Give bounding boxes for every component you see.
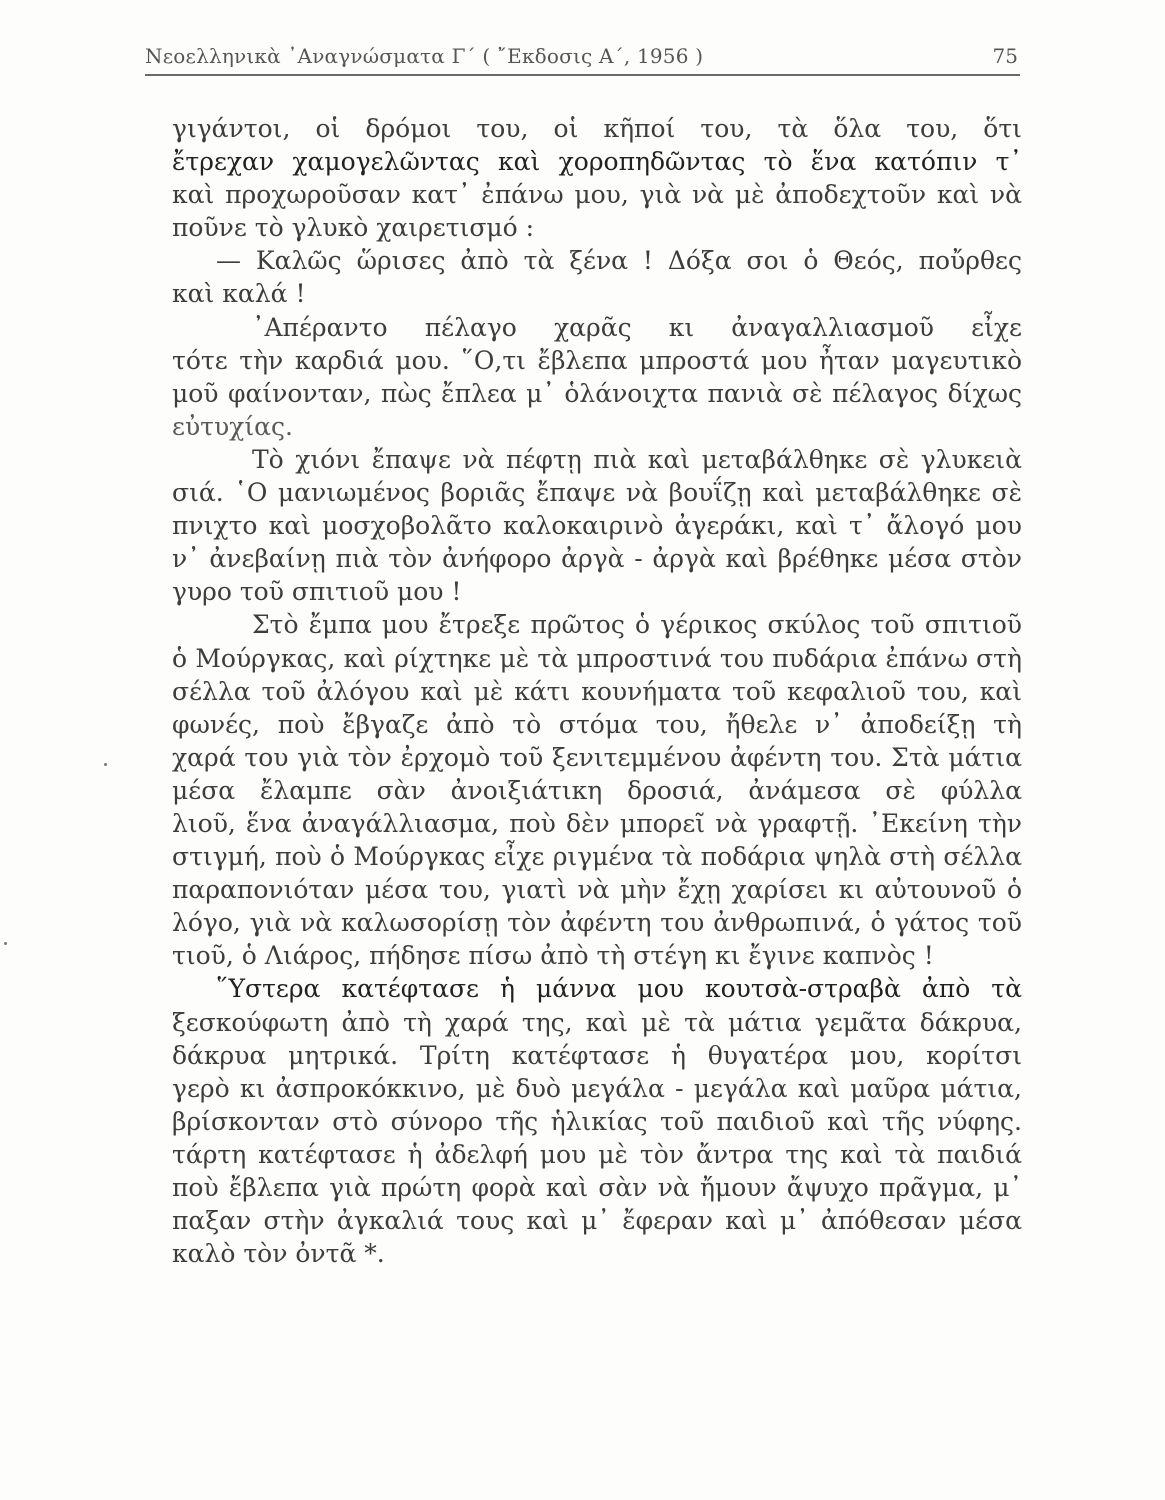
text-line: φωνές, ποὺ ἔβγαζε ἀπὸ τὸ στόμα του, ἤθελε ν᾿ ἀποδείξῃ τὴ: [172, 709, 1022, 739]
text-line: χαρά του γιὰ τὸν ἐρχομὸ τοῦ ξενιτεμμένου ἀφέντη του. Στὰ μάτια: [172, 742, 1022, 772]
text-line: ξεσκούφωτη ἀπὸ τὴ χαρά της, καὶ μὲ τὰ μάτια γεμᾶτα δάκρυα,: [172, 1007, 1022, 1037]
text-line: εὐτυχίας.: [172, 411, 293, 441]
text-line: γυρο τοῦ σπιτιοῦ μου !: [172, 577, 462, 607]
text-line: λόγο, γιὰ νὰ καλωσορίσῃ τὸν ἀφέντη του ἀνθρωπινά, ὁ γάτος τοῦ: [172, 908, 1022, 938]
running-head: Νεοελληνικὰ ᾿Αναγνώσματα Γ΄ ( ῎Εκδοσις Α΄, 1956 ): [145, 44, 704, 68]
text-line: μοῦ φαίνονταν, πὼς ἔπλεα μ᾿ ὁλάνοιχτα πανιὰ σὲ πέλαγος δίχως: [172, 378, 1022, 408]
text-line: ποῦνε τὸ γλυκὸ χαιρετισμό :: [172, 213, 535, 243]
text-line: ἔτρεχαν χαμογελῶντας καὶ χοροπηδῶντας τὸ ἕνα κατόπιν τ᾿: [172, 147, 1022, 177]
text-line: σιά. ῾Ο μανιωμένος βοριᾶς ἔπαψε νὰ βουΐζῃ καὶ μεταβάλθηκε σὲ: [172, 478, 1022, 508]
paragraph-start: Στὸ ἔμπα μου ἔτρεξε πρῶτος ὁ γέρικος σκύλος τοῦ σπιτιοῦ: [252, 610, 1022, 640]
text-line: λιοῦ, ἕνα ἀναγάλλιασμα, ποὺ δὲν μπορεῖ νὰ γραφτῇ. ᾿Εκείνη τὴν: [172, 808, 1022, 838]
page-header: [145, 40, 1020, 76]
scan-speck: [4, 942, 7, 945]
text-line: ὁ Μούργκας, καὶ ρίχτηκε μὲ τὰ μπροστινά του πυδάρια ἐπάνω στὴ: [172, 643, 1022, 673]
scan-speck: [104, 763, 107, 766]
text-line: παραπονιόταν μέσα του, γιατὶ νὰ μὴν ἔχῃ χαρίσει κι αὐτουνοῦ ὁ: [172, 875, 1022, 905]
page-number: 75: [992, 44, 1018, 68]
text-line: στιγμή, ποὺ ὁ Μούργκας εἶχε ριγμένα τὰ ποδάρια ψηλὰ στὴ σέλλα: [172, 842, 1022, 872]
text-line: ποὺ ἔβλεπα γιὰ πρώτη φορὰ καὶ σὰν νὰ ἤμουν ἄψυχο πρᾶγμα, μ᾿: [172, 1173, 1022, 1202]
paragraph-start: ᾿Απέραντο πέλαγο χαρᾶς κι ἀναγαλλιασμοῦ εἶχε: [252, 312, 1022, 342]
text-line: τότε τὴν καρδιά μου. ῞Ο,τι ἔβλεπα μπροστά μου ἦταν μαγευτικὸ: [172, 345, 1022, 375]
text-line: τάρτη κατέφτασε ἡ ἀδελφή μου μὲ τὸν ἄντρα της καὶ τὰ παιδιά: [172, 1139, 1022, 1169]
text-line: παξαν στὴν ἀγκαλιά τους καὶ μ᾿ ἔφεραν καὶ μ᾿ ἀπόθεσαν μέσα: [172, 1206, 1022, 1236]
paragraph-start: Τὸ χιόνι ἔπαψε νὰ πέφτῃ πιὰ καὶ μεταβάλθηκε σὲ γλυκειὰ: [252, 444, 1022, 474]
text-line: ν᾿ ἀνεβαίνῃ πιὰ τὸν ἀνήφορο ἀργὰ - ἀργὰ καὶ βρέθηκε μέσα στὸν: [172, 544, 1022, 574]
text-line: γερὸ κι ἀσπροκόκκινο, μὲ δυὸ μεγάλα - μεγάλα καὶ μαῦρα μάτια,: [172, 1073, 1022, 1103]
text-line: καλὸ τὸν ὀντᾶ *.: [172, 1239, 385, 1269]
text-line: τιοῦ, ὁ Λιάρος, πήδησε πίσω ἀπὸ τὴ στέγη κι ἔγινε καπνὸς !: [172, 941, 934, 971]
body-text: [172, 112, 1022, 1270]
text-line: δάκρυα μητρικά. Τρίτη κατέφτασε ἡ θυγατέρα μου, κορίτσι: [172, 1040, 1022, 1070]
dialogue-line: — Καλῶς ὥρισες ἀπὸ τὰ ξένα ! Δόξα σοι ὁ Θεός, ποὔρθες: [216, 246, 1022, 276]
text-line: πνιχτο καὶ μοσχοβολᾶτο καλοκαιρινὸ ἀγεράκι, καὶ τ᾿ ἄλογό μου: [172, 511, 1022, 541]
text-line: γιγάντοι, οἱ δρόμοι του, οἱ κῆποί του, τὰ ὅλα του, ὅτι: [172, 114, 1022, 143]
paragraph-start: ῞Υστερα κατέφτασε ἡ μάννα μου κουτσὰ-στραβὰ ἀπὸ τὰ: [216, 974, 1022, 1004]
text-line: σέλλα τοῦ ἀλόγου καὶ μὲ κάτι κουνήματα τοῦ κεφαλιοῦ του, καὶ: [172, 676, 1022, 706]
text-line: μέσα ἔλαμπε σὰν ἀνοιξιάτικη δροσιά, ἀνάμεσα σὲ φύλλα: [172, 775, 1022, 805]
text-line: καὶ προχωροῦσαν κατ᾿ ἐπάνω μου, γιὰ νὰ μὲ ἀποδεχτοῦν καὶ νὰ: [172, 180, 1022, 210]
text-line: βρίσκονταν στὸ σύνορο τῆς ἡλικίας τοῦ παιδιοῦ καὶ τῆς νύφης.: [172, 1106, 1022, 1136]
text-line: καὶ καλά !: [172, 279, 306, 309]
